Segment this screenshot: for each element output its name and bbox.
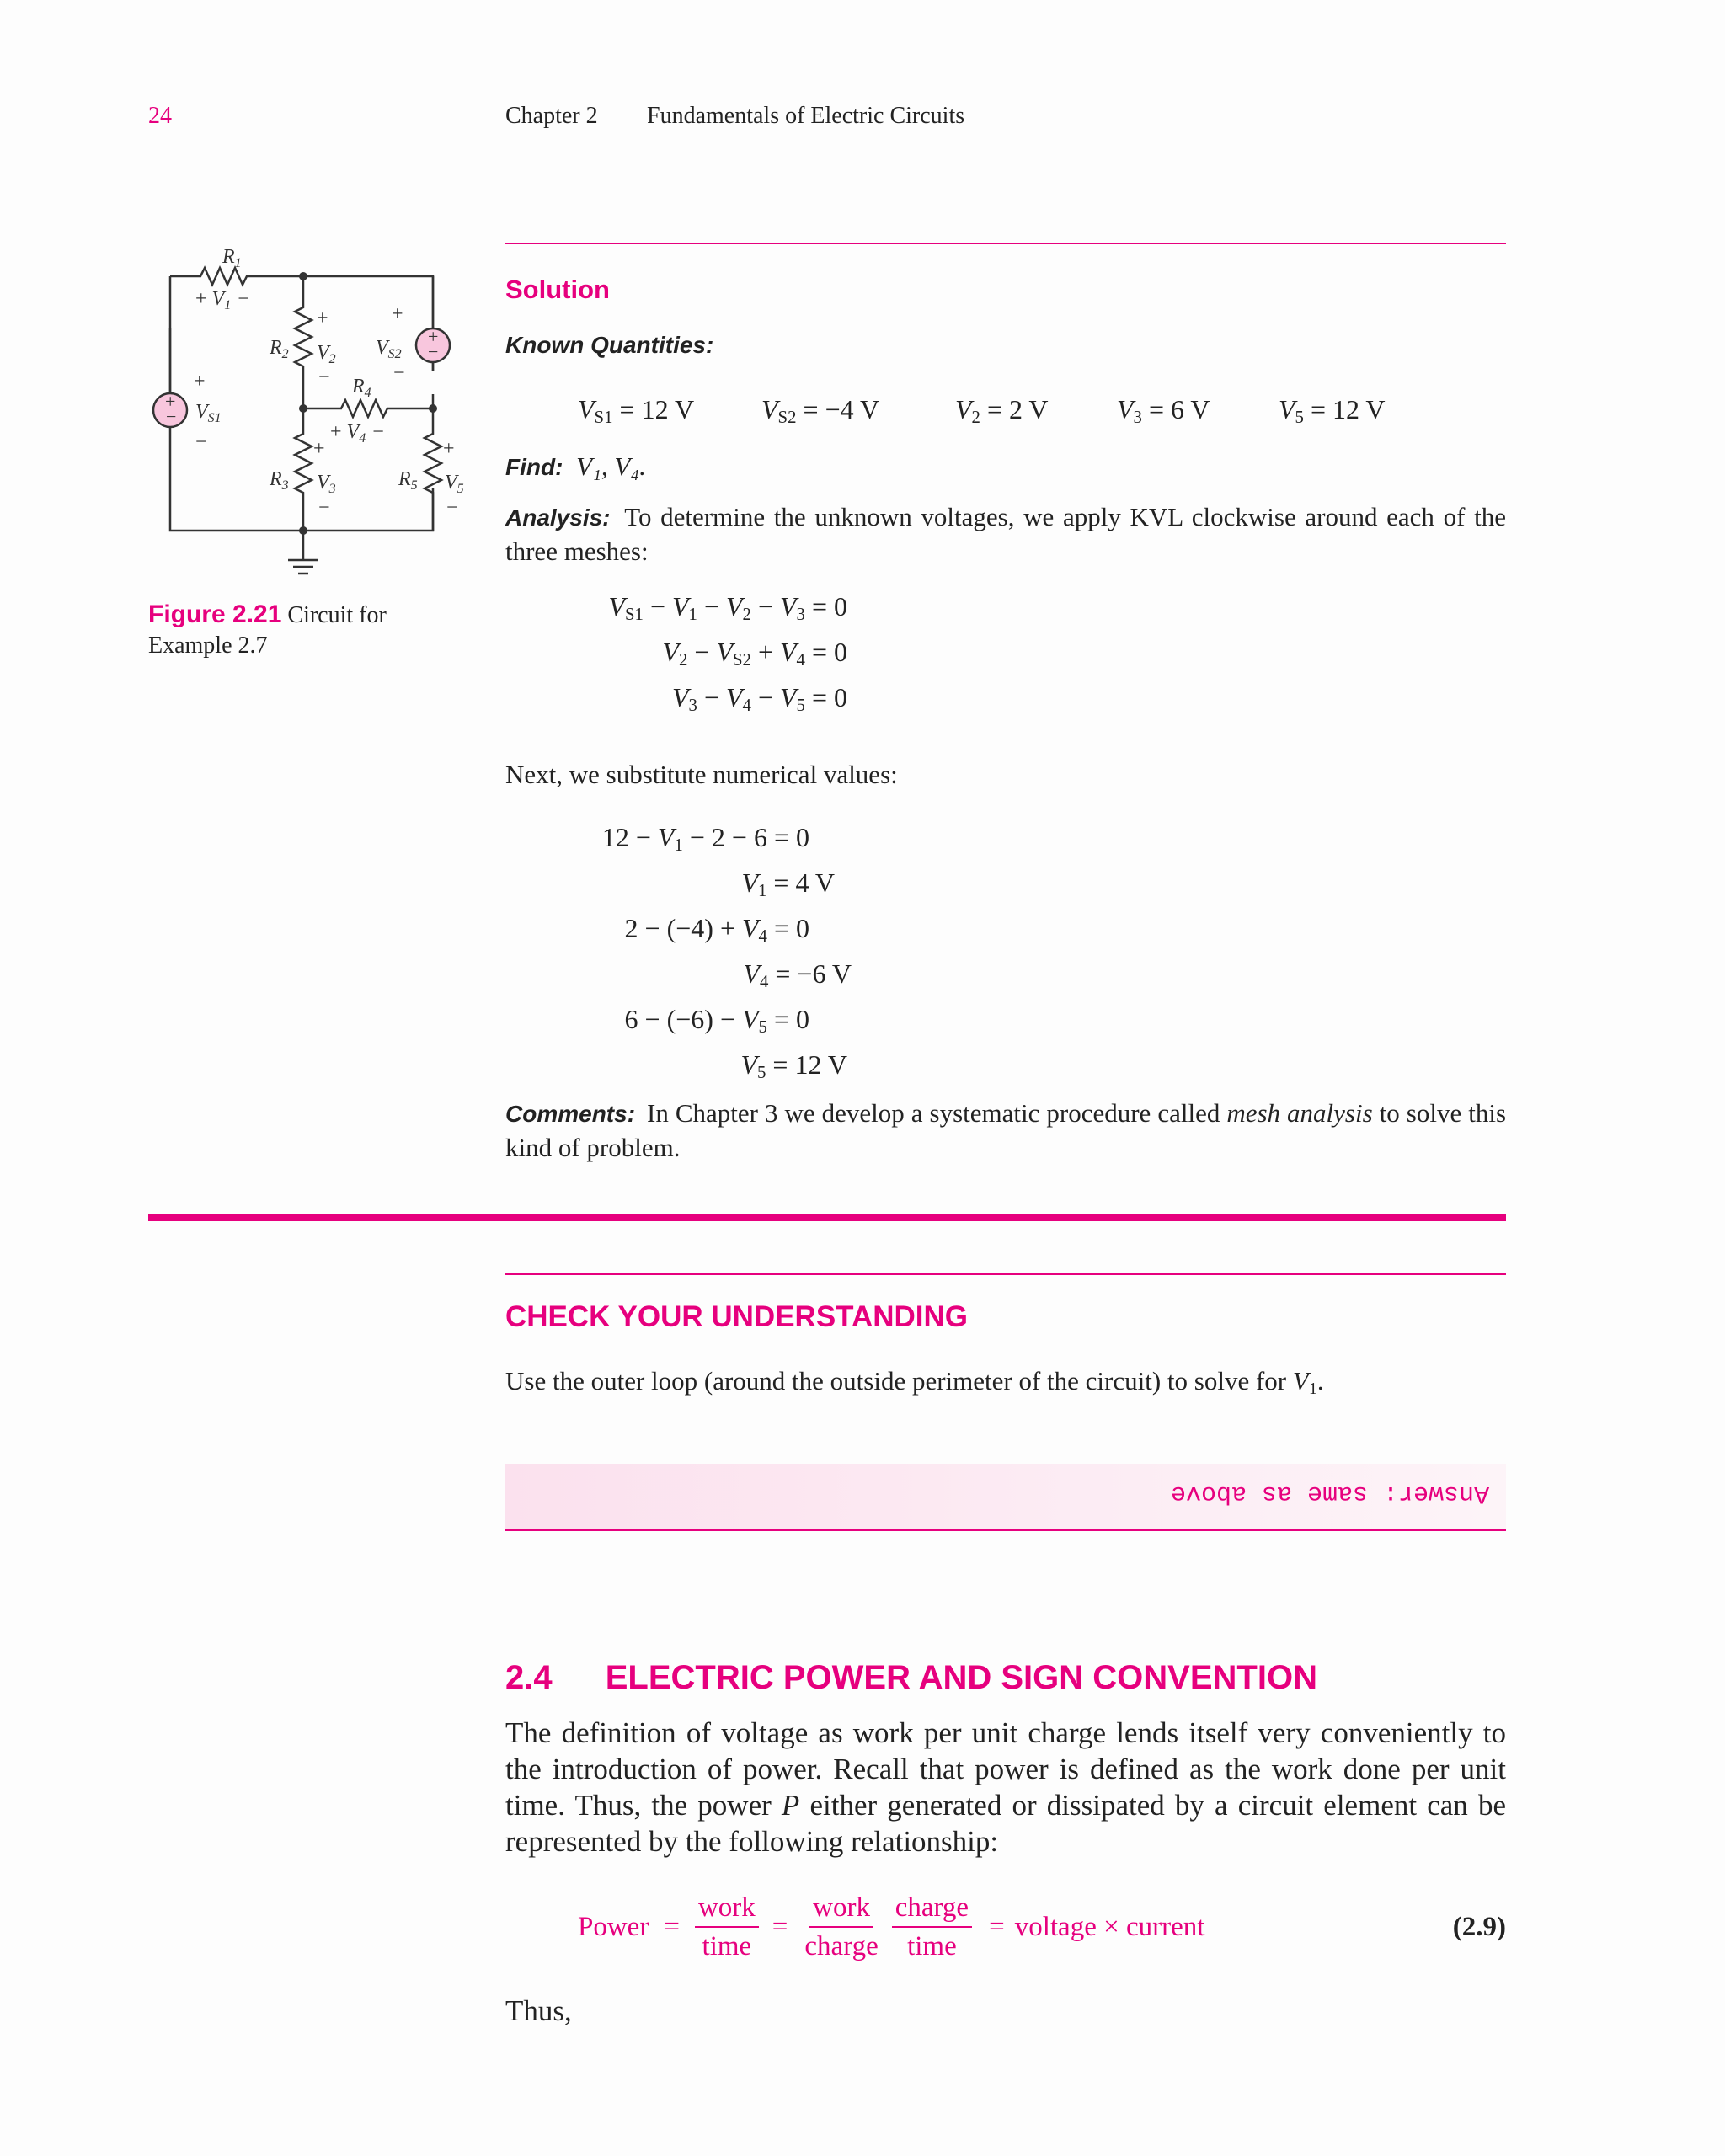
eq-sign-3: = (989, 1911, 1005, 1942)
check-question (505, 1364, 1506, 1398)
plus-v2: + (317, 307, 328, 329)
label-vs2: $V_{S2}$ (376, 337, 402, 361)
kvl-equation-1: $V_{S1} - V_1 - V_2 - V_3 = 0$ (608, 591, 847, 625)
svg-text:−: − (166, 406, 177, 427)
svg-text:+: + (165, 391, 176, 412)
example-end-rule (148, 1214, 1506, 1221)
comments-text-a: In Chapter 3 we develop a systematic procedure called (647, 1098, 1220, 1128)
label-v1: + $V_1$ − (195, 288, 249, 312)
eq-lhs: Power (578, 1911, 649, 1942)
label-v5: $V_5$ (445, 472, 464, 496)
figure-caption (148, 600, 435, 661)
check-top-rule (505, 1273, 1506, 1275)
section-title: ELECTRIC POWER AND SIGN CONVENTION (605, 1659, 1317, 1696)
minus-v5: − (446, 497, 458, 519)
known-v5: $V_5 = 12$ V (1279, 394, 1386, 428)
section-paragraph-b: either generated or dissipated by a circuit element can be represented by the following relationship: (505, 1789, 1506, 1858)
label-r4: $R_4$ (352, 376, 371, 400)
frac3-den: time (907, 1931, 957, 1961)
known-quantities-label: Known Quantities: (505, 332, 714, 358)
figure-caption-line2: Example 2.7 (148, 632, 268, 659)
minus-v2: − (318, 366, 330, 388)
page-number: 24 (148, 103, 172, 129)
minus-vs2: − (393, 362, 405, 384)
solution-heading: Solution (505, 275, 610, 304)
known-vs1: $V_{S1} = 12$ V (578, 394, 695, 428)
fraction-charge-time (892, 1891, 972, 1963)
fraction-work-charge (801, 1891, 881, 1963)
check-question-text: Use the outer loop (around the outside perimeter of the circuit) to solve for (505, 1366, 1287, 1396)
subst-4: $V_4 = -6$ V (743, 958, 852, 992)
kvl-equation-2: $V_2 - V_{S2} + V_4 = 0$ (662, 637, 847, 670)
subst-3: $2 - (-4) + V_4 = 0$ (624, 913, 809, 947)
comments-label: Comments: (505, 1101, 636, 1127)
known-vs2: $V_{S2} = -4$ V (761, 394, 880, 428)
find-line (505, 451, 646, 482)
kvl-equation-3: $V_3 - V_4 - V_5 = 0$ (672, 682, 847, 716)
eq-sign-1: = (664, 1911, 680, 1942)
frac3-num: charge (892, 1891, 972, 1928)
check-question-subscript: 1 (1308, 1380, 1317, 1399)
fraction-work-time (695, 1891, 759, 1963)
subst-1: $12 - V_1 - 2 - 6 = 0$ (601, 822, 809, 856)
label-r3: $R_3$ (270, 468, 289, 493)
plus-v5: + (443, 438, 455, 460)
solution-top-rule (505, 243, 1506, 244)
figure-caption-line1: Circuit for (287, 602, 387, 628)
analysis-label: Analysis: (505, 504, 611, 531)
subst-6: $V_5 = 12$ V (740, 1049, 847, 1083)
frac2-den: charge (804, 1931, 879, 1961)
subst-5: $6 - (-6) - V_5 = 0$ (624, 1004, 809, 1038)
circuit-diagram (143, 236, 497, 590)
svg-text:−: − (428, 341, 439, 362)
equation-2-9 (578, 1885, 1506, 1969)
eq-rhs: voltage × current (1014, 1911, 1205, 1942)
plus-vs1: + (194, 371, 206, 392)
svg-text:+: + (428, 326, 439, 347)
equation-number: (2.9) (1452, 1911, 1506, 1942)
answer-bottom-rule (505, 1529, 1506, 1531)
label-r2: $R_2$ (270, 337, 289, 361)
section-paragraph (505, 1715, 1506, 1860)
section-paragraph-a: The definition of voltage as work per unit charge lends itself very conveniently to the introduction of power. Recall that power is defined as the work done per unit time. Thus, the power (505, 1716, 1506, 1822)
running-chapter: Chapter 2 (505, 103, 598, 129)
check-question-symbol: V (1292, 1366, 1309, 1396)
known-v3: $V_3 = 6$ V (1117, 394, 1210, 428)
figure-number: Figure 2.21 (148, 600, 282, 628)
eq-sign-2: = (772, 1911, 788, 1942)
comments-emphasis: mesh analysis (1226, 1098, 1373, 1128)
analysis-text: To determine the unknown voltages, we apply KVL clockwise around each of the three meshes: (505, 502, 1506, 566)
answer-upside-down: Answer: same as above (1170, 1479, 1489, 1508)
known-quantities (578, 394, 1504, 428)
comments-paragraph (505, 1097, 1506, 1165)
minus-v3: − (318, 497, 330, 519)
power-symbol: P (781, 1789, 800, 1822)
plus-vs2: + (392, 303, 403, 325)
frac1-den: time (702, 1931, 752, 1961)
subst-2: $V_1 = 4$ V (741, 867, 835, 901)
label-vs1: $V_{S1}$ (195, 401, 222, 425)
frac1-num: work (695, 1891, 759, 1928)
section-number: 2.4 (505, 1659, 553, 1696)
label-v4: + $V_4$ − (330, 421, 384, 446)
frac2-num: work (809, 1891, 873, 1928)
answer-band (505, 1464, 1506, 1529)
section-heading (505, 1659, 1506, 1697)
next-text: Next, we substitute numerical values: (505, 760, 898, 789)
comments-text-b: to solve this kind of problem. (505, 1098, 1507, 1162)
running-chapter-title: Fundamentals of Electric Circuits (647, 103, 965, 129)
label-v2: $V_2$ (317, 342, 336, 366)
label-r5: $R_5$ (398, 468, 418, 493)
check-heading: CHECK YOUR UNDERSTANDING (505, 1300, 969, 1333)
label-r1: $R_1$ (222, 246, 242, 270)
check-question-end: . (1316, 1366, 1324, 1396)
plus-v3: + (313, 438, 325, 460)
minus-vs1: − (195, 431, 207, 453)
analysis-paragraph (505, 500, 1506, 568)
thus-text: Thus, (505, 1994, 572, 2027)
known-v2: $V_2 = 2$ V (955, 394, 1049, 428)
find-text: V₁, V₄. (576, 451, 646, 481)
label-v3: $V_3$ (317, 472, 336, 496)
find-label: Find: (505, 454, 563, 480)
